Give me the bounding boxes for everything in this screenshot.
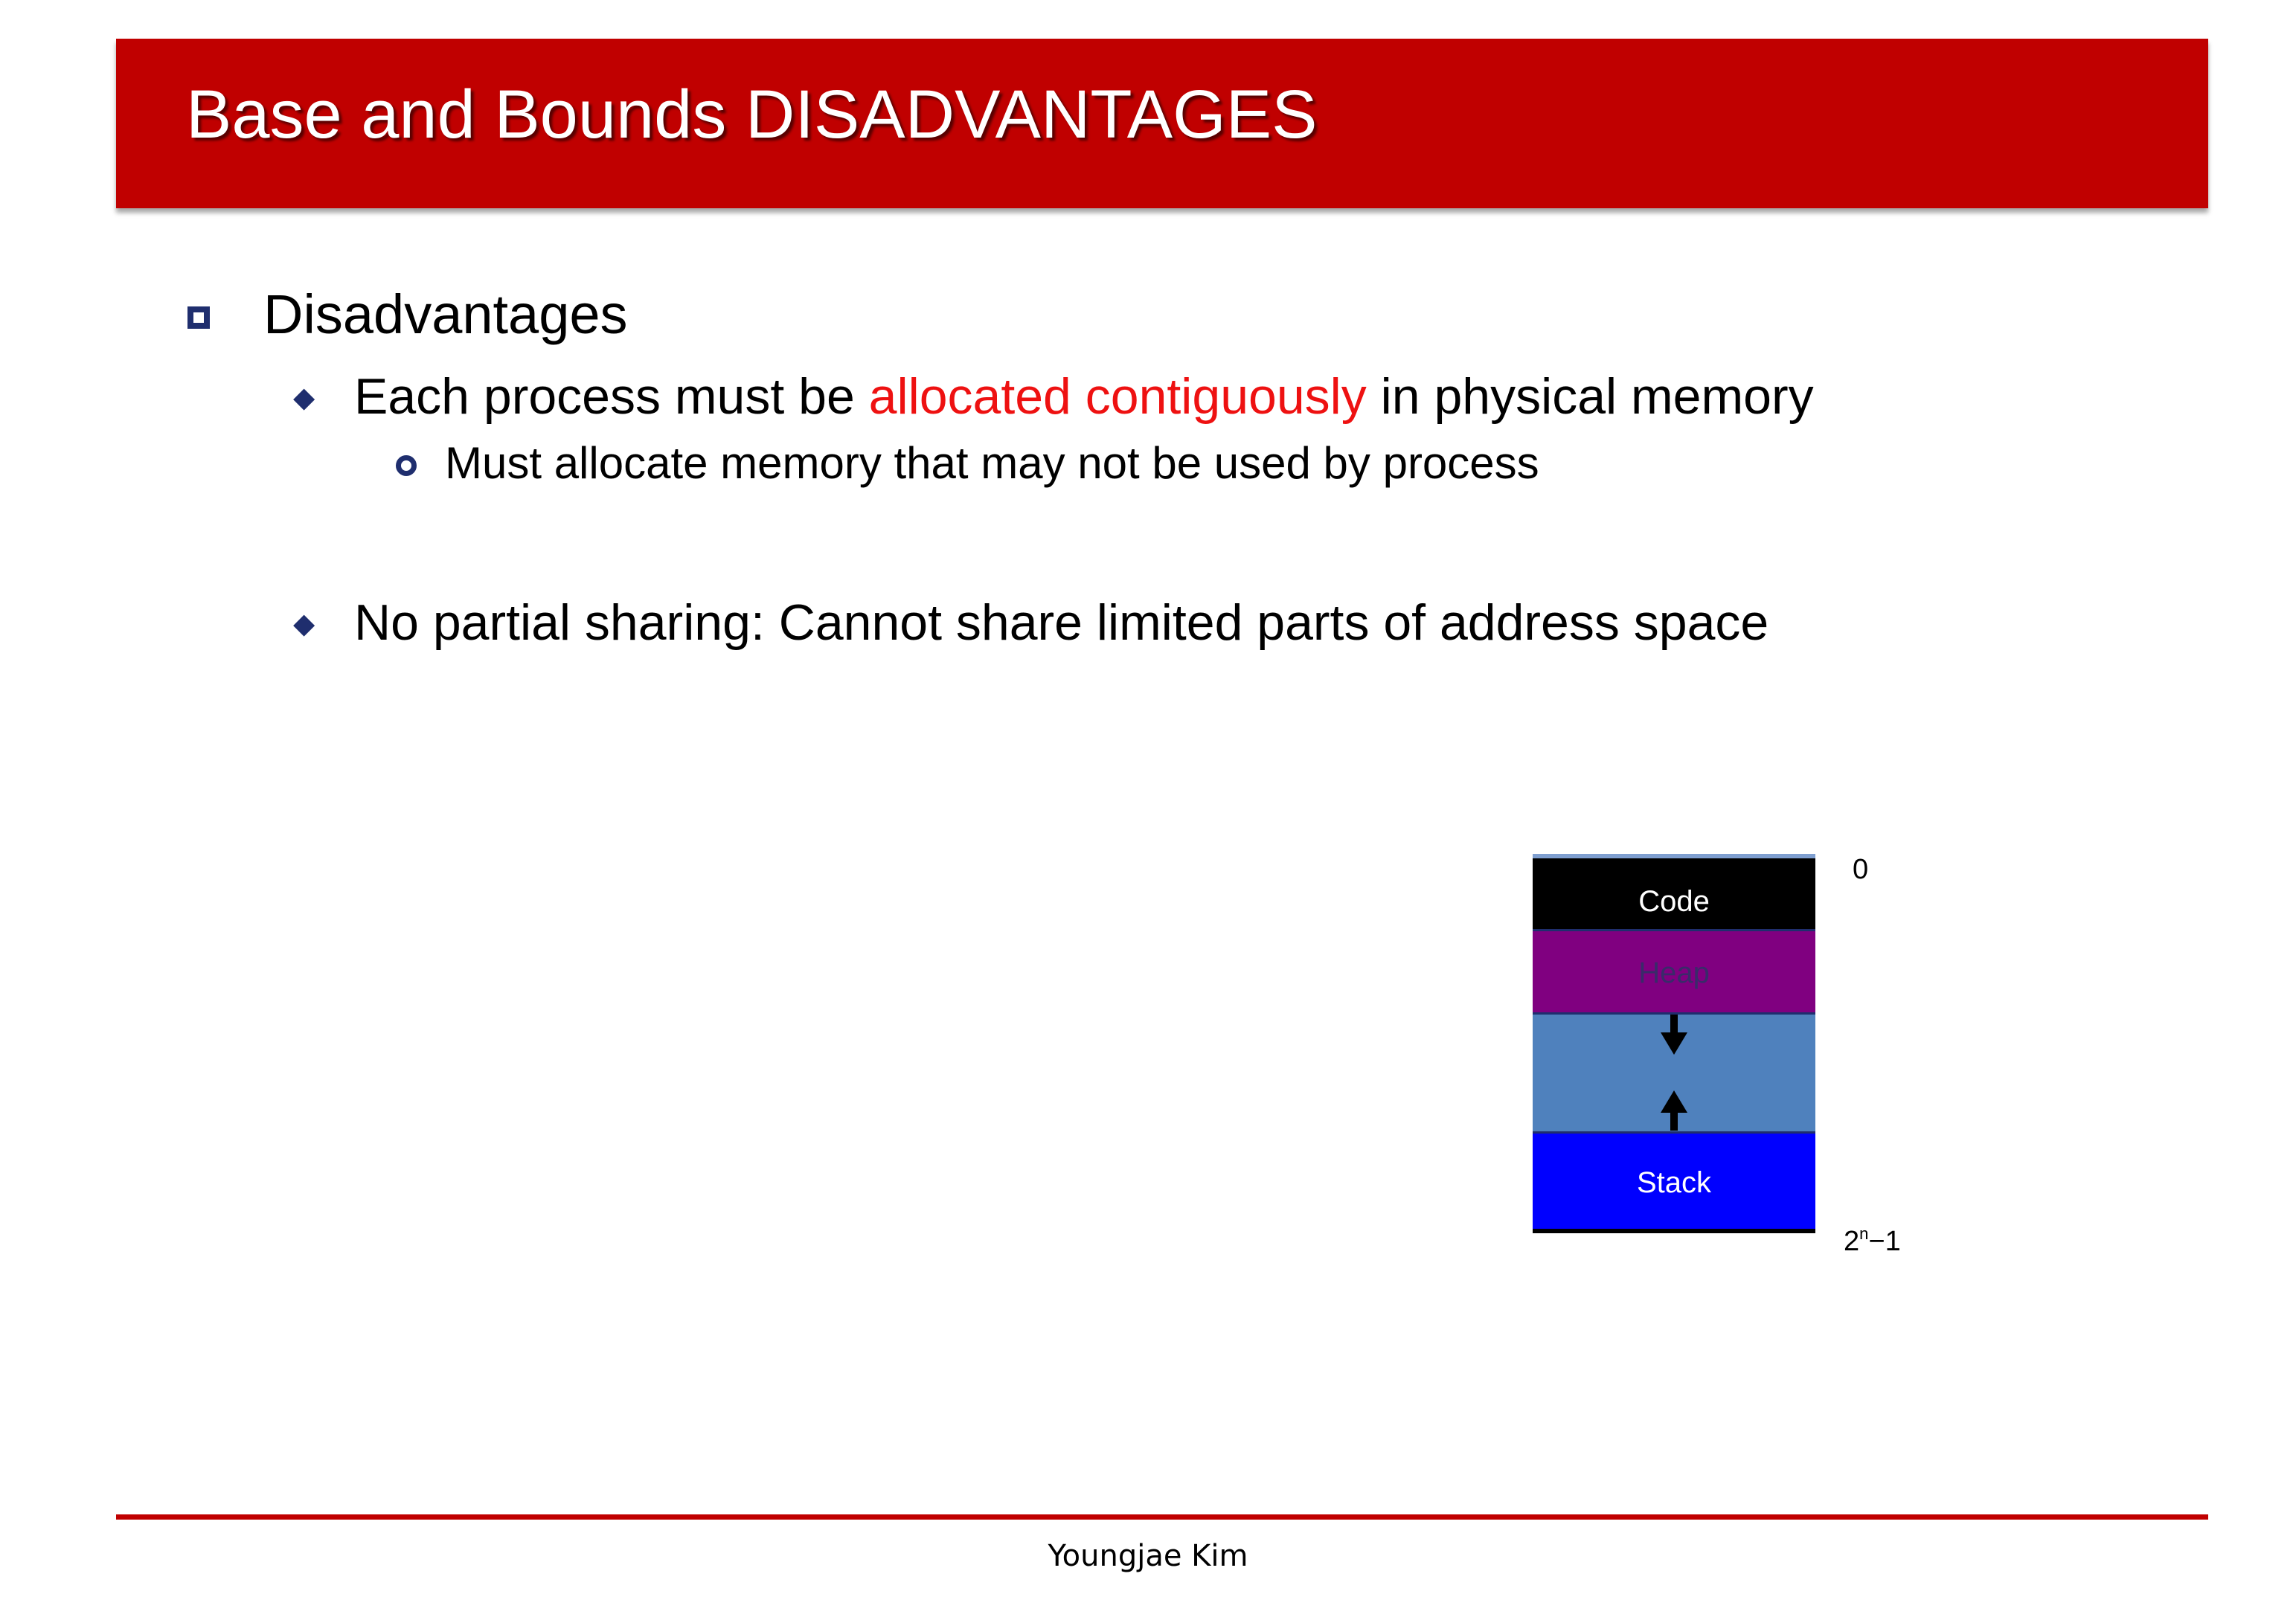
sub-point-unused-memory: Must allocate memory that may not be used by process	[445, 438, 1539, 488]
circle-bullet-icon	[396, 455, 417, 476]
square-bullet-icon	[187, 306, 210, 329]
arrow-down-icon	[1659, 1015, 1689, 1056]
footer-author: Youngjae Kim	[1048, 1539, 1248, 1573]
heap-segment	[1533, 931, 1815, 1015]
point-contiguous-before: Each process must be	[354, 368, 869, 425]
point-contiguous-after: in physical memory	[1366, 368, 1814, 425]
stack-segment	[1533, 1134, 1815, 1233]
slide-title: Base and Bounds DISADVANTAGES	[186, 77, 1318, 152]
code-segment	[1533, 854, 1815, 931]
diamond-bullet-icon: ◆	[293, 608, 315, 640]
point-contiguous	[354, 367, 1814, 425]
heading-disadvantages: Disadvantages	[263, 283, 628, 345]
address-space-diagram	[1533, 854, 1815, 1233]
address-bottom-suffix: −1	[1868, 1226, 1901, 1257]
point-no-partial-sharing: No partial sharing: Cannot share limited parts of address space	[354, 594, 1769, 651]
address-top-label: 0	[1853, 854, 1869, 885]
diamond-bullet-icon: ◆	[293, 382, 315, 414]
title-bar	[116, 39, 2208, 208]
address-bottom-base: 2	[1844, 1226, 1860, 1257]
point-contiguous-highlight: allocated contiguously	[868, 368, 1367, 425]
footer-divider	[116, 1514, 2208, 1520]
address-bottom-exponent: n	[1859, 1224, 1869, 1243]
code-label: Code	[1638, 885, 1710, 918]
free-space-segment	[1533, 1015, 1815, 1134]
arrow-up-icon	[1659, 1089, 1689, 1131]
stack-label: Stack	[1636, 1166, 1712, 1199]
address-bottom-label	[1844, 1224, 1901, 1257]
heap-label: Heap	[1638, 957, 1710, 989]
